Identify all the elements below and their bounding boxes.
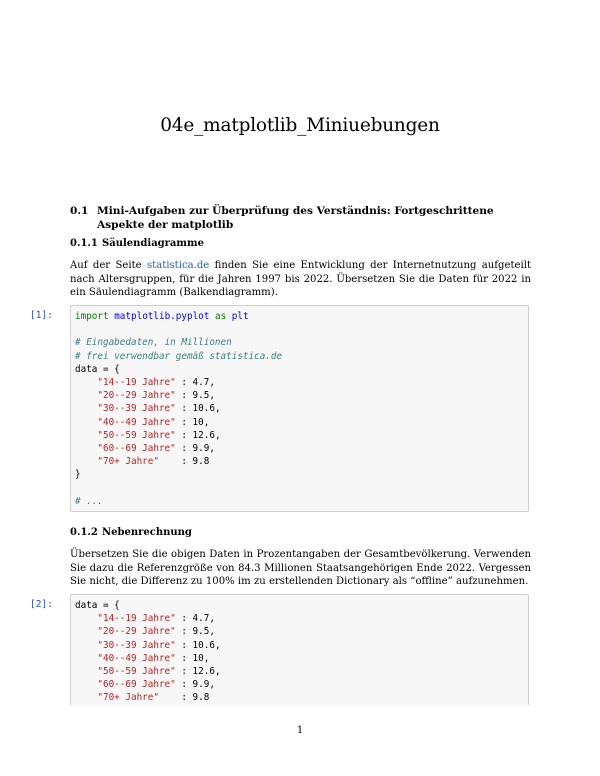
comment-line: # frei verwendbar gemäß statistica.de — [75, 350, 283, 362]
statistica-link[interactable]: statistica.de — [146, 260, 210, 271]
document-title: 04e_matplotlib_Miniuebungen — [160, 115, 440, 136]
dict-key: "14--19 Jahre" — [97, 376, 176, 388]
cell-prompt-2: [2]: — [30, 599, 53, 610]
dict-entry-line — [75, 625, 524, 638]
dict-key: "30--39 Jahre" — [97, 403, 176, 415]
dict-entry-line — [75, 376, 524, 389]
dict-entry-line — [75, 455, 524, 468]
dict-value: : 10.6, — [175, 639, 221, 651]
dict-value: : 12.6, — [175, 429, 221, 441]
paragraph-text: Auf der Seite — [70, 260, 147, 271]
dict-value: : 9.9, — [175, 679, 215, 691]
dict-entry-line — [75, 639, 524, 652]
subsection-title: Nebenrechnung — [102, 527, 192, 538]
dict-entry-line — [75, 429, 524, 442]
dict-close-line: } — [75, 469, 81, 481]
dict-value: : 9.5, — [175, 390, 215, 402]
dict-value: : 9.5, — [175, 626, 215, 638]
paragraph-1 — [70, 259, 531, 300]
paragraph-text: finden Sie eine Entwicklung der Internetnutzung aufgeteilt nach Altersgruppen, für die Jahren 1997 bis 2022. Übersetzen Sie die Daten für 2022 in ein Säulendiagramm (Balkendiagramm). — [70, 260, 531, 298]
dict-key: "60--69 Jahre" — [97, 679, 176, 691]
keyword: import — [75, 311, 109, 322]
dict-value: : 10, — [175, 416, 210, 428]
dict-value: : 10.6, — [175, 403, 221, 415]
paragraph-2: Übersetzen Sie die obigen Daten in Prozentangaben der Gesamtbevölkerung. Verwenden Sie dazu die Referenzgröße von 84.3 Millionen Staatsangehörigen Ende 2022. Vergessen Sie nicht, die Differenz zu 100% im zu erstellenden Dictionary als “offline” aufzunehmen. — [70, 549, 531, 587]
section-number: 0.1 — [70, 205, 89, 217]
section-heading — [70, 204, 532, 232]
dict-value: : 4.7, — [175, 376, 215, 388]
page-number: 1 — [296, 725, 304, 736]
dict-value: : 9.8 — [158, 692, 210, 704]
subsection-number: 0.1.1 — [70, 238, 98, 249]
dict-entry-line — [75, 612, 524, 625]
dict-key: "40--49 Jahre" — [97, 416, 176, 428]
dict-open-line: data = { — [75, 363, 120, 375]
code-cell-1[interactable] — [70, 305, 529, 512]
dict-key: "14--19 Jahre" — [97, 613, 176, 625]
blank-line — [75, 323, 524, 336]
section-title: Mini-Aufgaben zur Überprüfung des Verständnis: Fortgeschrittene Aspekte der matplotlib — [97, 205, 494, 231]
subsection-number: 0.1.2 — [70, 527, 98, 538]
keyword: as — [214, 311, 227, 322]
subsection-title: Säulendiagramme — [102, 238, 204, 249]
dict-entry-line — [75, 389, 524, 402]
cell-prompt-1: [1]: — [30, 310, 53, 321]
dict-value: : 9.8 — [158, 456, 210, 468]
dict-entry-line — [75, 652, 524, 665]
comment-line: # ... — [75, 495, 103, 507]
dict-rows — [75, 376, 524, 468]
import-line — [75, 310, 524, 323]
subsection-heading-2 — [70, 527, 192, 538]
dict-key: "50--59 Jahre" — [97, 429, 176, 441]
dict-entry-line — [75, 402, 524, 415]
dict-entry-line — [75, 691, 524, 704]
subsection-heading-1 — [70, 238, 204, 249]
dict-value: : 10, — [175, 652, 210, 664]
comment-line: # Eingabedaten, in Millionen — [75, 337, 232, 349]
module-name: matplotlib.pyplot — [114, 311, 210, 322]
dict-value: : 9.9, — [175, 442, 215, 454]
dict-value: : 12.6, — [175, 665, 221, 677]
dict-key: "30--39 Jahre" — [97, 639, 176, 651]
dict-key: "40--49 Jahre" — [97, 652, 176, 664]
code-cell-2[interactable] — [70, 594, 529, 706]
dict-open-line: data = { — [75, 600, 120, 611]
dict-rows — [75, 612, 524, 704]
dict-key: "50--59 Jahre" — [97, 665, 176, 677]
dict-key: "70+ Jahre" — [97, 692, 159, 704]
dict-key: "70+ Jahre" — [97, 456, 159, 468]
module-alias: plt — [231, 311, 249, 322]
dict-entry-line — [75, 416, 524, 429]
dict-key: "20--29 Jahre" — [97, 390, 176, 402]
dict-entry-line — [75, 665, 524, 678]
blank-line — [75, 481, 524, 494]
dict-key: "60--69 Jahre" — [97, 442, 176, 454]
dict-entry-line — [75, 442, 524, 455]
dict-key: "20--29 Jahre" — [97, 626, 176, 638]
dict-entry-line — [75, 678, 524, 691]
dict-value: : 4.7, — [175, 613, 215, 625]
